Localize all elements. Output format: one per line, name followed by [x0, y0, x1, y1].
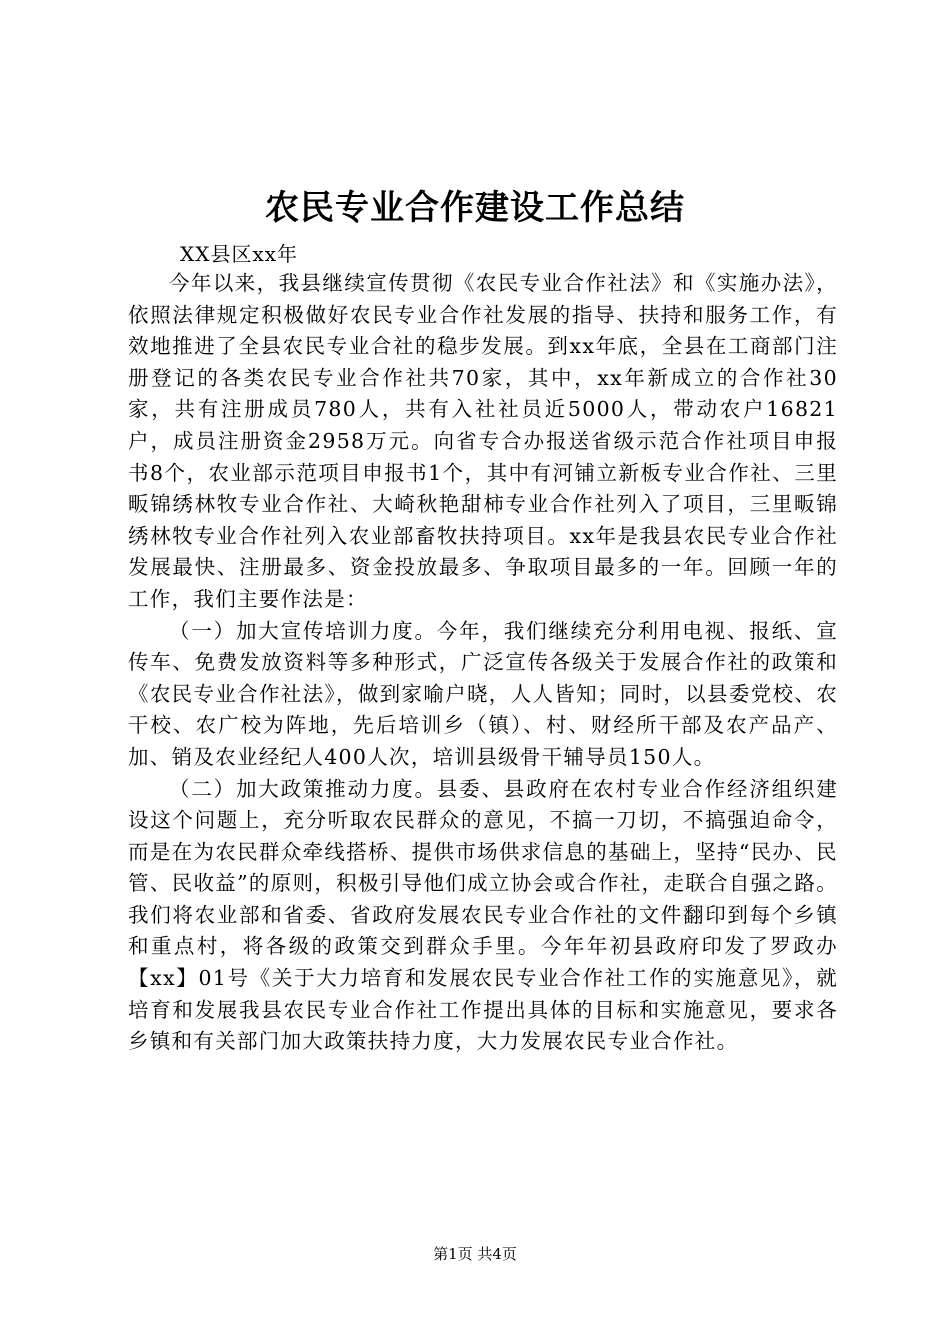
paragraph-intro: 今年以来，我县继续宣传贯彻《农民专业合作社法》和《实施办法》，依照法律规定积极做好农民专业合作社发展的指导、扶持和服务工作，有效地推进了全县农民专业合社的稳步发展。到xx年底，全县在工商部门注册登记的各类农民专业合作社共70家，其中，xx年新成立的合作社30家，共有注册成员780人，共有入社社员近5000人，带动农户16821户，成员注册资金2958万元。向省专合办报送省级示范合作社项目申报书8个，农业部示范项目申报书1个，其中有河铺立新板专业合作社、三里畈锦绣林牧专业合作社、大崎秋艳甜柿专业合作社列入了项目，三里畈锦绣林牧专业合作社列入农业部畜牧扶持项目。xx年是我县农民专业合作社发展最快、注册最多、资金投放最多、争取项目最多的一年。回顾一年的工作，我们主要作法是： [128, 271, 838, 611]
document-body [128, 268, 838, 1058]
paragraph-section-1: （一）加大宣传培训力度。今年，我们继续充分利用电视、报纸、宣传车、免费发放资料等多种形式，广泛宣传各级关于发展合作社的政策和《农民专业合作社法》，做到家喻户晓，人人皆知；同时，以县委党校、农干校、农广校为阵地，先后培训乡（镇）、村、财经所干部及农产品产、加、销及农业经纪人400人次，培训县级骨干辅导员150人。 [128, 618, 838, 769]
page-footer: 第1页 共4页 [433, 1245, 517, 1263]
document-subtitle: XX县区xx年 [180, 242, 299, 266]
paragraph-section-2: （二）加大政策推动力度。县委、县政府在农村专业合作经济组织建设这个问题上，充分听取农民群众的意见，不搞一刀切，不搞强迫命令，而是在为农民群众牵线搭桥、提供市场供求信息的基础上，坚持“民办、民管、民收益”的原则，积极引导他们成立协会或合作社，走联合自强之路。我们将农业部和省委、省政府发展农民专业合作社的文件翻印到每个乡镇和重点村，将各级的政策交到群众手里。今年年初县政府印发了罗政办【xx】01号《关于大力培育和发展农民专业合作社工作的实施意见》，就培育和发展我县农民专业合作社工作提出具体的目标和实施意见，要求各乡镇和有关部门加大政策扶持力度，大力发展农民专业合作社。 [128, 776, 838, 1054]
document-title: 农民专业合作建设工作总结 [265, 188, 685, 228]
